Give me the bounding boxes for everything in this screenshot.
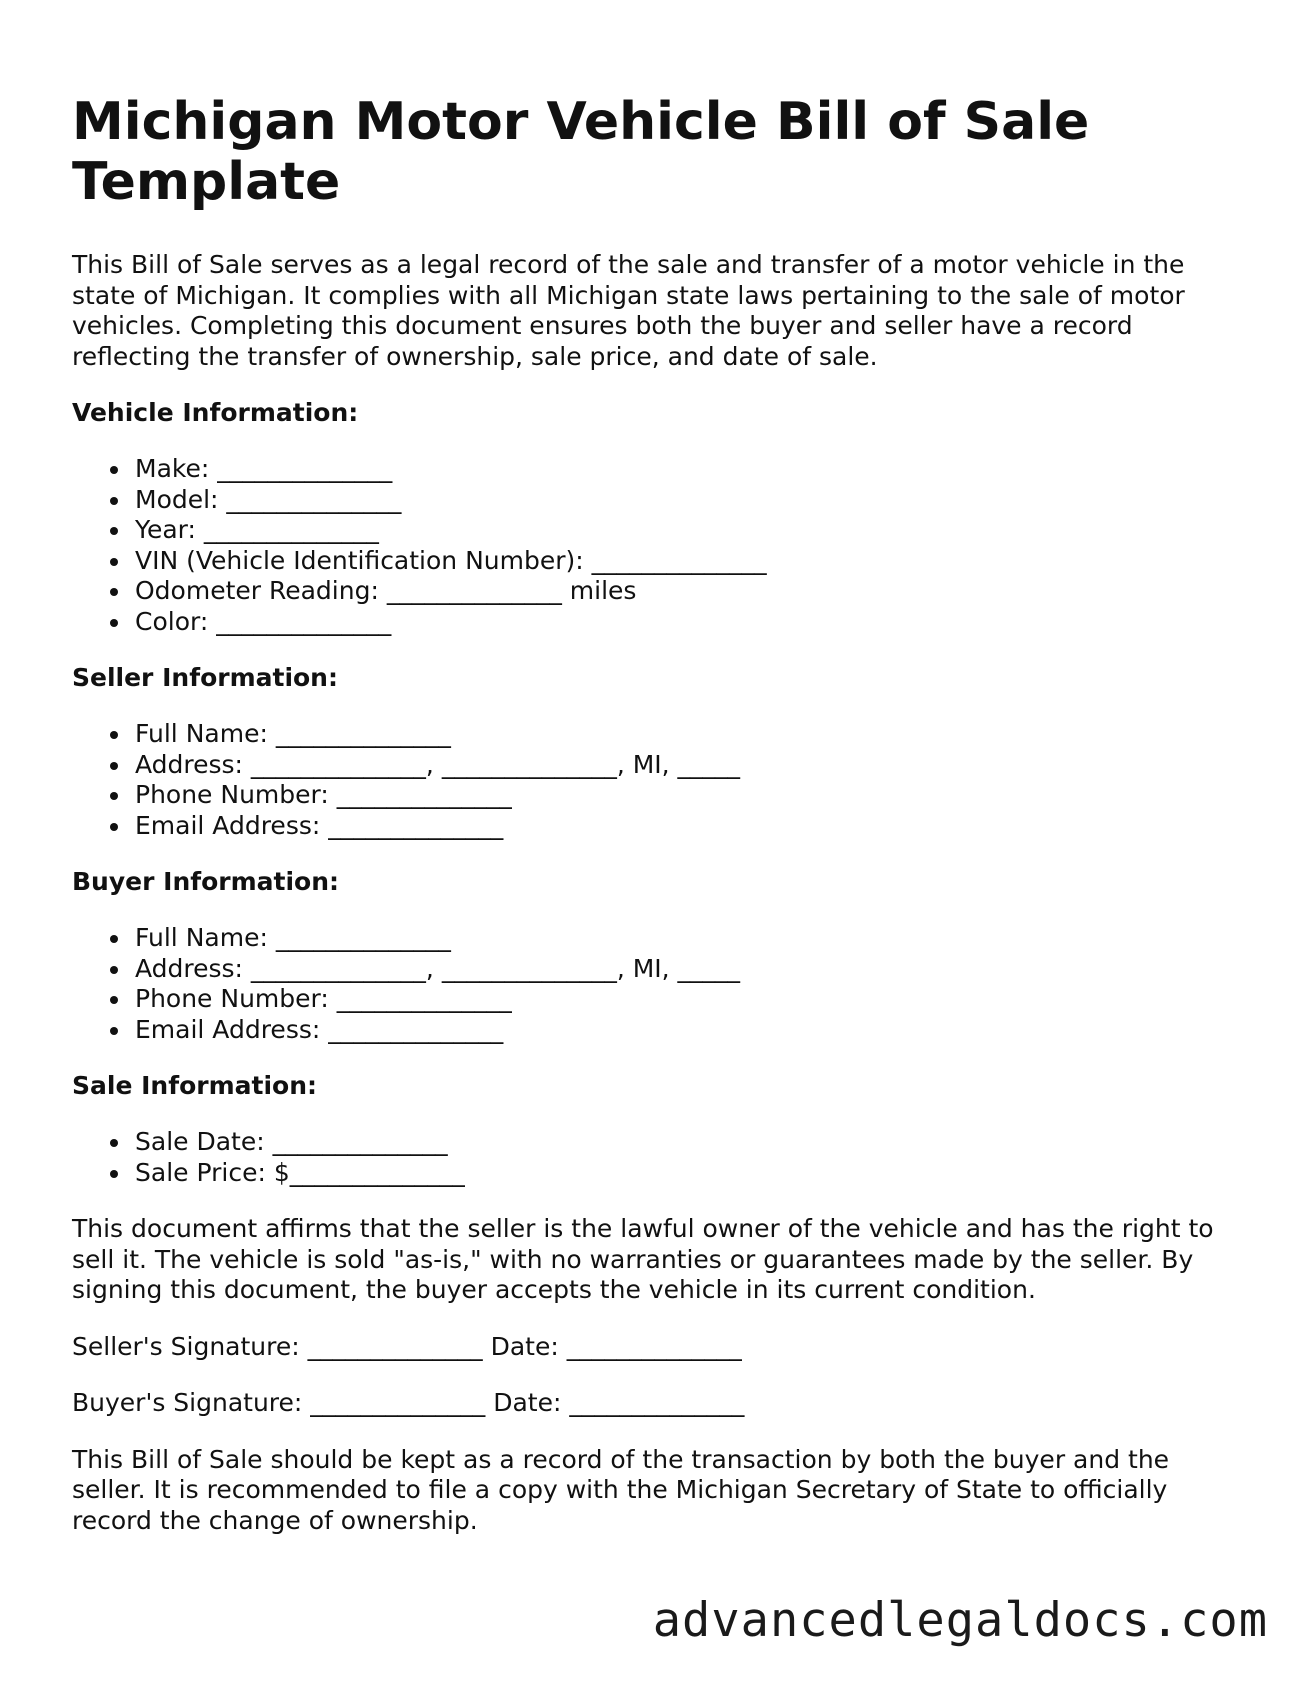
seller-information-list — [72, 719, 1242, 841]
buyer-name-field: Full Name: ______________ — [135, 923, 1242, 954]
vehicle-make-field: Make: ______________ — [135, 454, 1242, 485]
website-watermark: advancedlegaldocs.com — [652, 1593, 1268, 1648]
sale-price-field: Sale Price: $______________ — [135, 1158, 1242, 1189]
seller-name-field: Full Name: ______________ — [135, 719, 1242, 750]
sale-information-heading: Sale Information: — [72, 1071, 317, 1100]
seller-information-heading: Seller Information: — [72, 663, 338, 692]
closing-paragraph: This Bill of Sale should be kept as a record of the transaction by both the buyer and the seller. It is recommended to file a copy with the Michigan Secretary of State to officially record the change of ownership. — [72, 1444, 1170, 1535]
document-page — [72, 92, 1242, 1536]
page-title: Michigan Motor Vehicle Bill of Sale Template — [72, 92, 1090, 212]
intro-paragraph: This Bill of Sale serves as a legal record of the sale and transfer of a motor vehicle in the state of Michigan. It complies with all Michigan state laws pertaining to the sale of motor vehicles. Completing this document ensures both the buyer and seller have a record reflecting the transfer of ownership, sale price, and date of sale. — [72, 250, 1185, 371]
buyer-information-heading: Buyer Information: — [72, 867, 340, 896]
buyer-information-list — [72, 923, 1242, 1045]
buyer-phone-field: Phone Number: ______________ — [135, 984, 1242, 1015]
buyer-signature-line: Buyer's Signature: ______________ Date: ______________ — [72, 1388, 745, 1417]
vehicle-odometer-field: Odometer Reading: ______________ miles — [135, 576, 1242, 607]
vehicle-model-field: Model: ______________ — [135, 485, 1242, 516]
vehicle-information-heading: Vehicle Information: — [72, 398, 359, 427]
vehicle-color-field: Color: ______________ — [135, 607, 1242, 638]
vehicle-information-list — [72, 454, 1242, 637]
affirmation-paragraph: This document affirms that the seller is the lawful owner of the vehicle and has the right to sell it. The vehicle is sold "as-is," with no warranties or guarantees made by the seller. By signing this document, the buyer accepts the vehicle in its current condition. — [72, 1214, 1214, 1304]
seller-address-field: Address: ______________, ______________, MI, _____ — [135, 750, 1242, 781]
buyer-email-field: Email Address: ______________ — [135, 1015, 1242, 1046]
sale-date-field: Sale Date: ______________ — [135, 1127, 1242, 1158]
sale-information-list — [72, 1127, 1242, 1188]
seller-signature-line: Seller's Signature: ______________ Date: ______________ — [72, 1331, 742, 1361]
buyer-address-field: Address: ______________, ______________, MI, _____ — [135, 954, 1242, 985]
seller-email-field: Email Address: ______________ — [135, 811, 1242, 842]
seller-phone-field: Phone Number: ______________ — [135, 780, 1242, 811]
vehicle-vin-field: VIN (Vehicle Identification Number): ______________ — [135, 546, 1242, 577]
vehicle-year-field: Year: ______________ — [135, 515, 1242, 546]
